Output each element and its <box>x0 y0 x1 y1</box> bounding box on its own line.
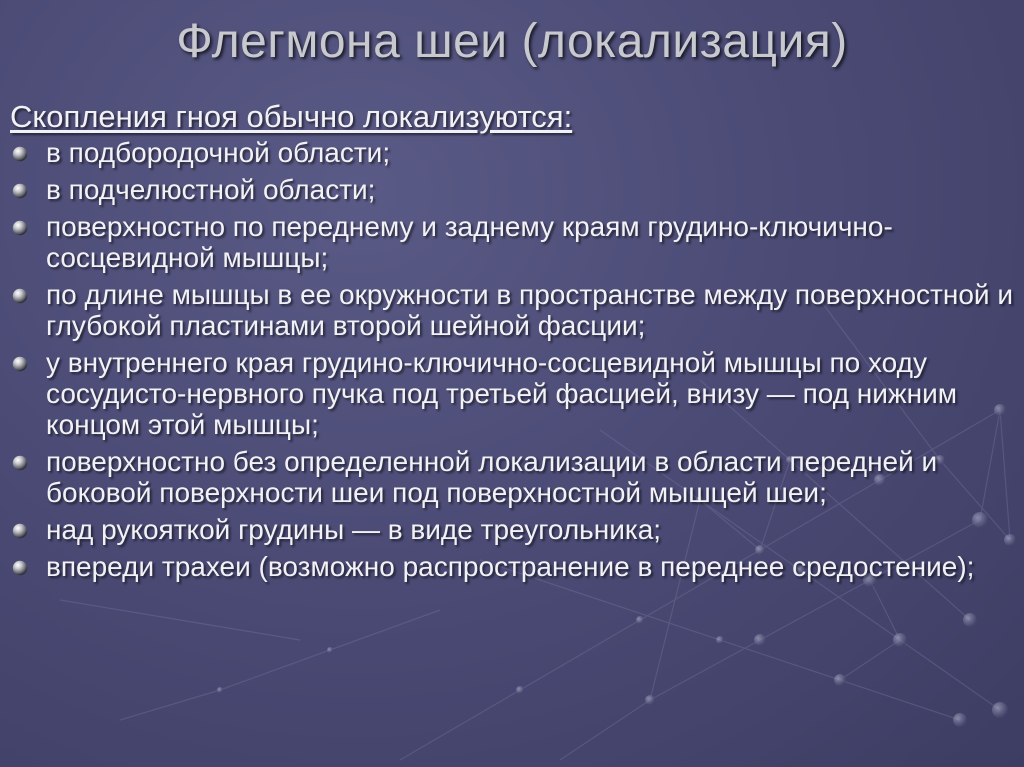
list-item-text: в подчелюстной области; <box>46 174 376 205</box>
list-item <box>10 174 1014 205</box>
sphere-bullet-icon <box>12 560 28 576</box>
list-item <box>10 446 1014 508</box>
list-item-text: поверхностно без определенной локализации в области передней и боковой поверхности шеи под поверхностной мышцей шеи; <box>46 446 938 508</box>
lead-text: Скопления гноя обычно локализуются: <box>10 99 573 134</box>
sphere-bullet-icon <box>12 220 28 236</box>
list-item <box>10 551 1014 582</box>
list-item-text: впереди трахеи (возможно распространение в переднее средостение); <box>46 551 975 582</box>
list-item <box>10 137 1014 168</box>
list-item <box>10 211 1014 273</box>
slide-content <box>10 100 1014 588</box>
sphere-bullet-icon <box>12 455 28 471</box>
sphere-bullet-icon <box>12 356 28 372</box>
slide-title: Флегмона шеи (локализация) <box>176 15 848 68</box>
list-item <box>10 347 1014 440</box>
sphere-bullet-icon <box>12 183 28 199</box>
list-item-text: у внутреннего края грудино-ключично-сосцевидной мышцы по ходу сосудисто-нервного пучка под третьей фасцией, внизу — под нижним концом этой мышцы; <box>46 347 957 440</box>
list-item <box>10 279 1014 341</box>
list-item <box>10 514 1014 545</box>
list-item-text: поверхностно по переднему и заднему краям грудино-ключично-сосцевидной мышцы; <box>46 211 893 273</box>
sphere-bullet-icon <box>12 146 28 162</box>
sphere-bullet-icon <box>12 288 28 304</box>
sphere-bullet-icon <box>12 523 28 539</box>
list-item-text: над рукояткой грудины — в виде треугольника; <box>46 514 662 545</box>
bullet-list <box>10 137 1014 582</box>
list-item-text: по длине мышцы в ее окружности в пространстве между поверхностной и глубокой пластинами второй шейной фасции; <box>46 279 1013 341</box>
list-item-text: в подбородочной области; <box>46 137 391 168</box>
